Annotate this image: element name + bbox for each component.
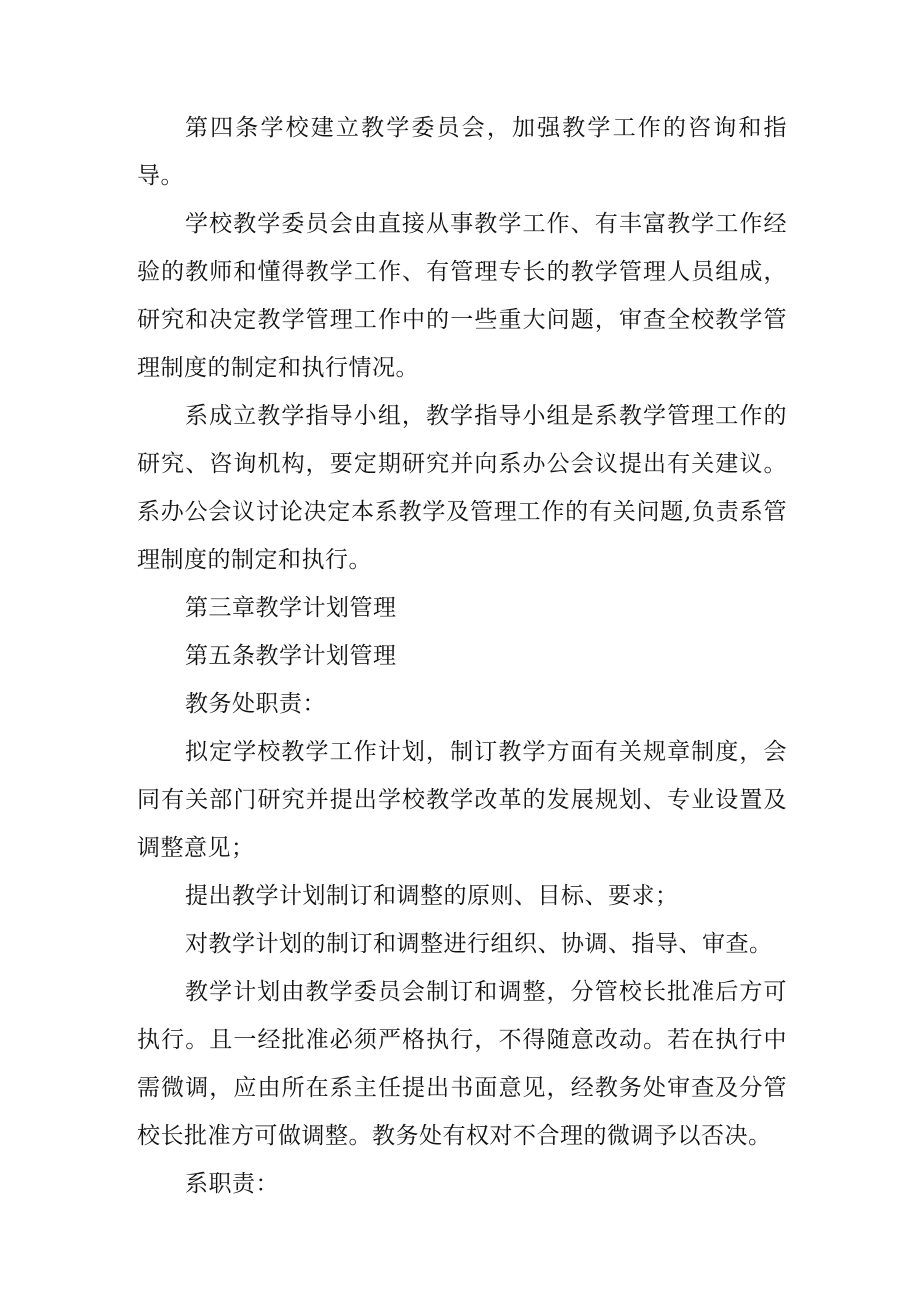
paragraph-article-4: 第四条学校建立教学委员会，加强教学工作的咨询和指导。	[137, 115, 787, 189]
paragraph-plan-review: 对教学计划的制订和调整进行组织、协调、指导、审查。	[185, 931, 773, 957]
paragraph-plan-approval: 教学计划由教学委员会制订和调整，分管校长批准后方可执行。且一经批准必须严格执行，不得随意改动。若在执行中需微调，应由所在系主任提出书面意见，经教务处审查及分管校长批准方可做调整。教务处有权对不合理的微调予以否决。	[137, 979, 787, 1149]
paragraph-plan-principles: 提出教学计划制订和调整的原则、目标、要求；	[185, 883, 679, 909]
chapter-heading-3: 第三章教学计划管理	[185, 595, 397, 621]
paragraph-department-guidance-group: 系成立教学指导小组，教学指导小组是系教学管理工作的研究、咨询机构，要定期研究并向系办公会议提出有关建议。系办公会议讨论决定本系教学及管理工作的有关问题,负责系管理制度的制定和执行。	[137, 403, 787, 573]
section-label-academic-affairs: 教务处职责：	[185, 691, 326, 717]
article-heading-5: 第五条教学计划管理	[185, 643, 397, 669]
paragraph-committee-composition: 学校教学委员会由直接从事教学工作、有丰富教学工作经验的教师和懂得教学工作、有管理专长的教学管理人员组成，研究和决定教学管理工作中的一些重大问题，审查全校教学管理制度的制定和执行情况。	[137, 211, 787, 381]
section-label-department: 系职责：	[185, 1171, 279, 1197]
paragraph-plan-drafting: 拟定学校教学工作计划，制订教学方面有关规章制度，会同有关部门研究并提出学校教学改革的发展规划、专业设置及调整意见；	[137, 739, 787, 861]
document-body	[137, 104, 787, 1208]
